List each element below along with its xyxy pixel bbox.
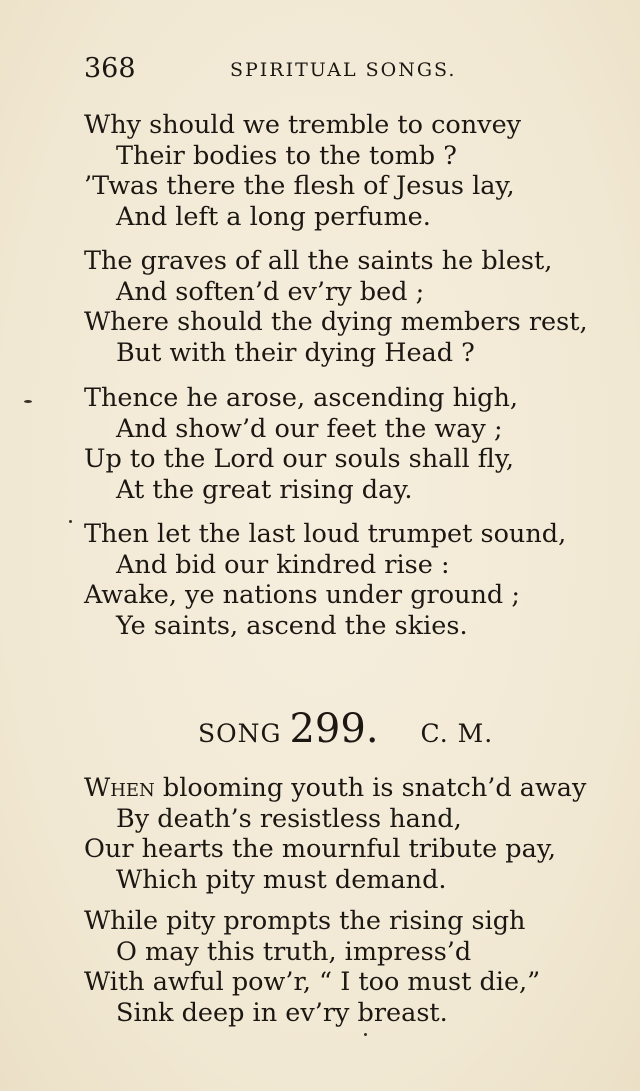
verse-line: Why should we tremble to convey	[84, 110, 522, 140]
verse-line: Where should the dying members rest,	[84, 307, 588, 337]
verse-line: Our hearts the mournful tribute pay,	[84, 834, 556, 864]
running-title: SPIRITUAL SONGS.	[230, 59, 457, 81]
song-number: 299.	[289, 706, 379, 752]
verse-line: Their bodies to the tomb ?	[116, 140, 457, 171]
verse-line: Ye saints, ascend the skies.	[116, 610, 468, 641]
verse-line: Thence he arose, ascending high,	[84, 383, 519, 413]
verse-line: At the great rising day.	[116, 474, 413, 505]
ink-speck	[24, 400, 32, 403]
verse-line: And show’d our feet the way ;	[116, 413, 503, 444]
song-heading	[198, 706, 528, 756]
verse-line: But with their dying Head ?	[116, 337, 475, 368]
ink-speck	[364, 1033, 367, 1036]
verse-line: ’Twas there the flesh of Jesus lay,	[84, 171, 515, 201]
first-word: When	[84, 773, 155, 803]
first-line-rest: blooming youth is snatch’d away	[154, 773, 587, 803]
verse-line: O may this truth, impress’d	[116, 936, 472, 967]
ink-speck	[69, 520, 72, 523]
verse-line: The graves of all the saints he blest,	[84, 246, 553, 276]
verse-line	[84, 773, 624, 804]
page-number: 368	[84, 53, 136, 84]
verse-line: Which pity must demand.	[116, 864, 447, 895]
stanza-3	[84, 383, 624, 505]
song-meter: C. M.	[420, 719, 494, 748]
verse-line: With awful pow’r, “ I too must die,”	[84, 967, 541, 997]
verse-line: Up to the Lord our souls shall fly,	[84, 444, 514, 474]
stanza-4	[84, 519, 624, 641]
verse-line: And bid our kindred rise :	[116, 549, 450, 580]
verse-line: Then let the last loud trumpet sound,	[84, 519, 567, 549]
verse-line: Sink deep in ev’ry breast.	[116, 997, 448, 1028]
verse-line: And soften’d ev’ry bed ;	[116, 276, 425, 307]
verse-line: While pity prompts the rising sigh	[84, 906, 526, 936]
running-head	[84, 52, 494, 86]
song-label: SONG	[198, 719, 282, 748]
song-stanza-1	[84, 773, 624, 895]
verse-line: Awake, ye nations under ground ;	[84, 580, 520, 610]
stanza-1	[84, 110, 624, 232]
song-stanza-2	[84, 906, 624, 1028]
stanza-2	[84, 246, 624, 368]
verse-line: By death’s resistless hand,	[116, 803, 462, 834]
verse-line: And left a long perfume.	[116, 201, 431, 232]
